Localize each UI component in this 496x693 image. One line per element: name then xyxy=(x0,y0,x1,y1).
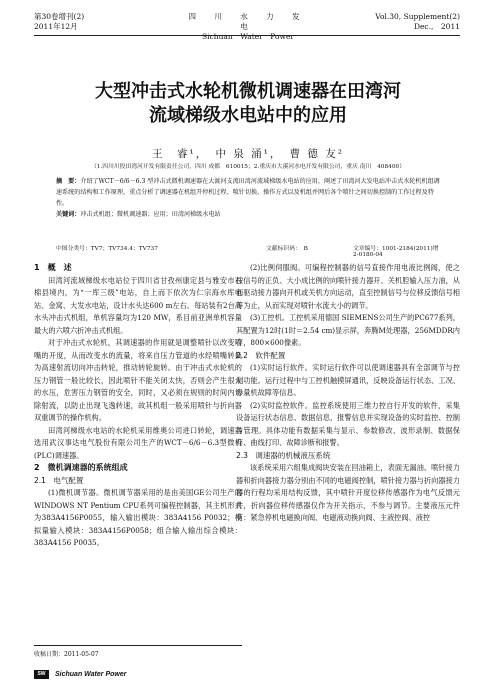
title-line-2: 流域梯级水电站中的应用 xyxy=(149,105,347,126)
right-column xyxy=(236,262,460,525)
volume-cn: 第30卷增刊(2) xyxy=(34,12,85,21)
footer-journal-name: Sichuan Water Power xyxy=(55,671,127,678)
clc-number: 中图分类号：TV7；TV734.4；TV737 xyxy=(56,246,158,252)
received-date: 收稿日期：2011-05-07 xyxy=(34,645,242,658)
authors: 王 睿¹， 中 泉 涌¹， 曹 德 友² xyxy=(152,148,344,160)
abstract-block xyxy=(56,176,444,220)
subsection-heading-2-2: 2.2 软件配置 xyxy=(236,350,286,360)
paragraph: 该系统采用六组集成阀块安装在回油箱上，表面无漏油。喷针接力器和折向器接力器分别由不同的电磁阀控制，喷针接力器与折向器接力器的行程均采用结构反馈，其中喷针开度位移传感器作为电气反馈元件，折向器位移传感器仅作为开关指示，不参与调节。主要液压元件有：紧急停机电磁换向阀、电磁液动换向阀、主液控阀、液控 xyxy=(236,463,460,522)
header-rule xyxy=(34,35,460,36)
section-heading-1: 1 概 述 xyxy=(34,263,72,272)
title-line-1: 大型冲击式水轮机微机调速器在田湾河 xyxy=(95,81,401,102)
journal-name xyxy=(188,12,308,42)
date-cn: 2011年12月 xyxy=(34,22,78,31)
article-number: 文章编号：1001-2184(2011)增2-0180-04 xyxy=(353,246,439,258)
paragraph: (3)工控机。工控机采用德国 SIEMENS公司生产的PC677系列，其配置为12时(1时＝2.54 cm)显示屏，奔腾M处理器，256MDDR内存，800×600像素。 xyxy=(236,313,460,347)
volume-en: Vol.30, Supplement(2) xyxy=(375,12,460,21)
date-en: Dec., 2011 xyxy=(413,22,460,31)
paragraph: 田湾河梯级水电站的水轮机采用维奥公司进口转轮，调速器选用武汉事达电气股份有限公司生产的WCT－6/6－6.3型微机(PLC)调速器。 xyxy=(34,425,242,460)
journal-volume-info xyxy=(34,12,84,32)
journal-logo-icon: SW xyxy=(34,670,49,679)
article-title xyxy=(40,80,456,128)
paragraph: (1)实时运行软件。实时运行软件可以使调速器具有全部调节与控制功能。运行过程中与工控机触摸屏通讯，反映设备运行状态、工况、参量机故障等信息。 xyxy=(236,363,460,397)
section-heading-2: 2 微机调速器的系统组成 xyxy=(34,463,128,472)
subsection-heading-2-3: 2.3 调速器的机械液压系统 xyxy=(236,450,331,460)
document-code: 文献标识码： B xyxy=(266,246,308,252)
paragraph: (2)实时监控软件。监控系统使用三维力控自行开发的软件，采集设备运行状态信息、数据信息，报警信息并实现设备的实时监控、控制与管理。具体功能有数据采集与显示、参数修改、波形录制、数据保存、曲线打印、故障诊断和报警。 xyxy=(236,400,460,447)
journal-volume-en xyxy=(375,12,460,32)
journal-name-en: Sichuan Water Power xyxy=(202,32,294,41)
abstract-label: 摘 要： xyxy=(56,178,81,185)
paragraph: 对于冲击式水轮机，其调速器的作用就是调整喷针以改变喷嘴的开度，从而改变水的流量，将来自压力管道的水经喷嘴转换为高速射流切向冲击转轮，推动转轮旋转。由于冲击式水轮机的压力钢管一般比较长，因此喷针不能关闭太快，否则会产生很大的水压，危害压力钢管的安全，同时，又必须在规则的时间内切除射流，以防止出现飞逸转速，故其机组一般采用喷针与折向器双重调节的操作机构。 xyxy=(34,338,242,422)
paragraph: (2)比例伺服阀。可编程控制器的信号直接作用电液比例阀，使之按信号的正负、大小成比例的向喷针接力器开、关机腔输入压力油，从而驱动接力器向开机或关机方向运动，直至控制信号与位移反馈信号相等为止，从而实现对喷针水流大小的调节。 xyxy=(236,263,460,310)
subsection-heading-2-1: 2.1 电气配置 xyxy=(34,475,84,485)
keywords: 冲击式机组；微机调速器；应用；田湾河梯级水电站 xyxy=(80,211,221,218)
paragraph: (1)微机调节器。微机调节器采用的是由美国GE公司生产的WINDOWS NT Pentium CPU系列可编程控制器，其主机形式为383A4156P0055，输入输出模块：383A4156 P0032；模拟量输入模块：383A4156P0058；组合输入输出综合模块：383A4156 P0035。 xyxy=(34,488,242,547)
affiliation: （1.四川川投田湾河开发有限责任公司，四川 成都 610015；2.重庆市大溪河水电开发有限公司，重庆 南川 408400） xyxy=(90,164,406,170)
keywords-label: 关键词： xyxy=(56,211,81,218)
paragraph: 田湾河流域梯级水电站位于四川省甘孜州康定县与雅安市石棉县境内，为“一库三级”电站，自上而下依次为仁宗海水库电站、金窝、大发水电站，设计水头达600 m左右。每站装有2台高水头冲击式机组，单机容量均为120 MW，系目前亚洲单机容量最大的六喷六折冲击式机组。 xyxy=(34,275,242,335)
abstract-text: 介绍了WCT－6/6－6.3 型冲击式微机调速器在大渡河支流田湾河流域梯级水电站的应用，阐述了田湾河大发电站冲击式水轮机机组调速系统的结构和工作原理，重点分析了调速器在机组开停机过程、喷针切换、操作方式以及机组并网后各个喷针之间切换控制的工作过程及特性。 xyxy=(56,178,440,207)
footer xyxy=(34,670,126,679)
journal-name-cn: 四 川 水 力 发 电 xyxy=(188,12,308,31)
left-column xyxy=(34,262,242,550)
